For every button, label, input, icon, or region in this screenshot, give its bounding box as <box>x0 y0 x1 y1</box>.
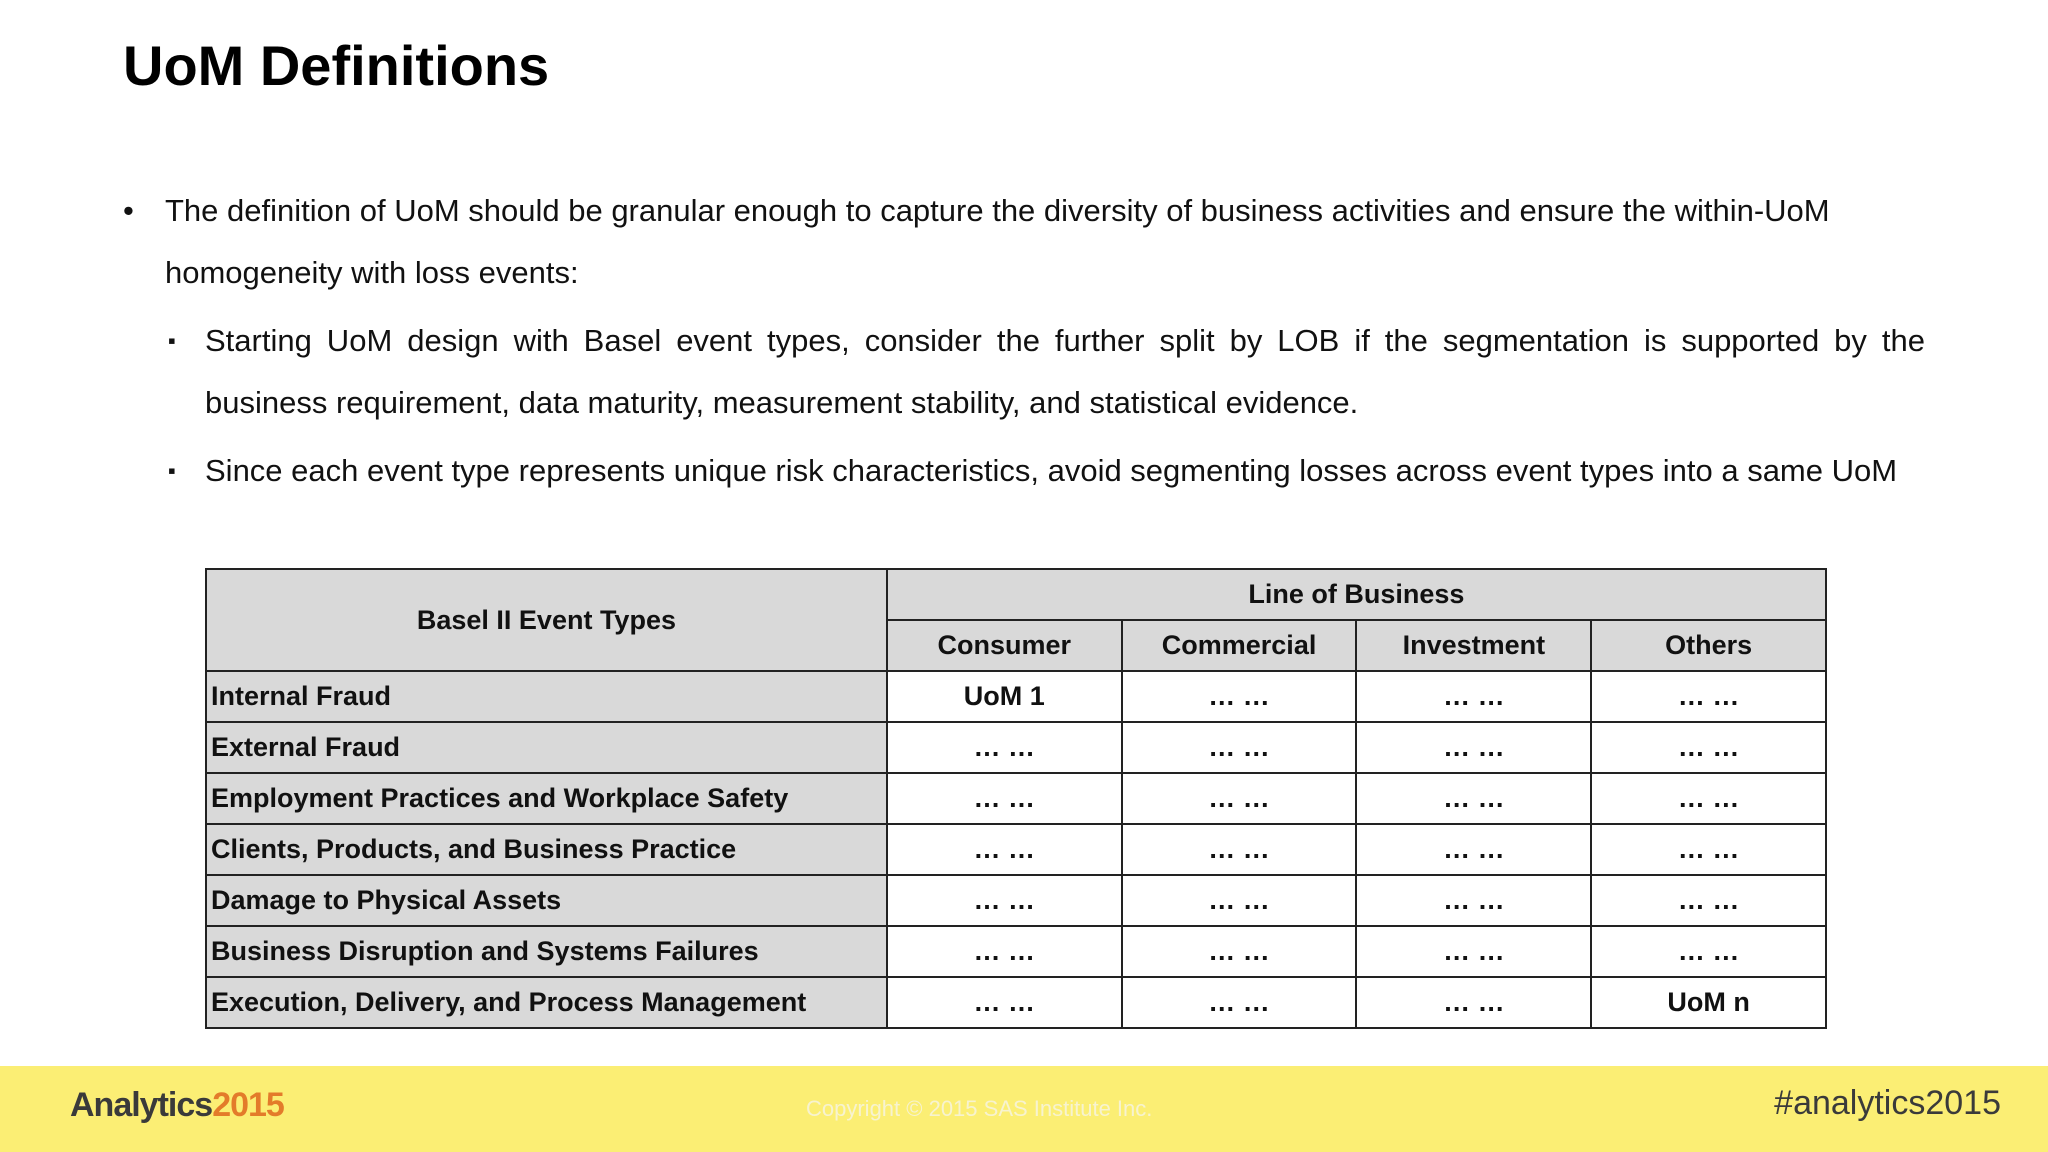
logo-word: Analytics <box>70 1086 213 1124</box>
table-row <box>206 671 1826 722</box>
bullet-sub-1-text: Starting UoM design with Basel event types, consider the further split by LOB if the segmentation is supported by the business requirement, data maturity, measurement stability, and statistical evidence. <box>205 323 1925 420</box>
table-cell: … … <box>1356 875 1591 926</box>
column-header-investment: Investment <box>1356 620 1591 671</box>
table-cell: … … <box>1122 671 1357 722</box>
table-cell: … … <box>1122 773 1357 824</box>
table-cell: … … <box>1591 671 1826 722</box>
bullet-square-icon: ▪ <box>168 458 176 483</box>
row-label: External Fraud <box>206 722 887 773</box>
analytics-logo <box>70 1086 284 1125</box>
uom-table <box>205 568 1827 1029</box>
table-cell: … … <box>1356 926 1591 977</box>
row-label: Business Disruption and Systems Failures <box>206 926 887 977</box>
bullet-sub-2-text: Since each event type represents unique risk characteristics, avoid segmenting losses across event types into a same UoM <box>205 453 1898 488</box>
bullet-dot-icon: • <box>123 193 134 228</box>
corner-header: Basel II Event Types <box>206 569 887 671</box>
row-label: Employment Practices and Workplace Safety <box>206 773 887 824</box>
hashtag: #analytics2015 <box>1774 1084 2001 1122</box>
table-header-row <box>206 569 1826 620</box>
bullet-main-text: The definition of UoM should be granular enough to capture the diversity of business activities and ensure the within-UoM homogeneity with loss events: <box>165 193 1830 290</box>
table-cell: … … <box>1122 824 1357 875</box>
table-cell: … … <box>887 977 1122 1028</box>
table-cell: … … <box>887 926 1122 977</box>
table-cell: … … <box>887 773 1122 824</box>
table-cell: UoM n <box>1591 977 1826 1028</box>
table-row <box>206 722 1826 773</box>
row-label: Execution, Delivery, and Process Management <box>206 977 887 1028</box>
table-cell: … … <box>1122 722 1357 773</box>
logo-year: 2015 <box>212 1086 284 1124</box>
table-cell: … … <box>1591 773 1826 824</box>
table-cell: … … <box>887 875 1122 926</box>
table-row <box>206 926 1826 977</box>
bullet-main <box>123 180 1925 304</box>
table-cell: UoM 1 <box>887 671 1122 722</box>
table-cell: … … <box>1356 824 1591 875</box>
table-cell: … … <box>1356 722 1591 773</box>
bullet-sub-1 <box>123 310 1925 434</box>
table-cell: … … <box>1356 671 1591 722</box>
table-cell: … … <box>1591 722 1826 773</box>
bullet-square-icon: ▪ <box>168 328 176 353</box>
table-cell: … … <box>887 722 1122 773</box>
table-cell: … … <box>887 824 1122 875</box>
copyright-text: Copyright © 2015 SAS Institute Inc. <box>806 1096 1153 1121</box>
table-row <box>206 773 1826 824</box>
table-row <box>206 875 1826 926</box>
table-cell: … … <box>1122 875 1357 926</box>
bullet-list <box>123 180 1925 502</box>
table-cell: … … <box>1591 926 1826 977</box>
row-label: Damage to Physical Assets <box>206 875 887 926</box>
table-cell: … … <box>1122 977 1357 1028</box>
column-header-consumer: Consumer <box>887 620 1122 671</box>
bullet-sub-2 <box>123 440 1925 502</box>
table-cell: … … <box>1591 824 1826 875</box>
table-cell: … … <box>1591 875 1826 926</box>
table-cell: … … <box>1356 977 1591 1028</box>
table-row <box>206 824 1826 875</box>
slide-title: UoM Definitions <box>123 34 550 97</box>
row-label: Clients, Products, and Business Practice <box>206 824 887 875</box>
table-cell: … … <box>1122 926 1357 977</box>
footer-bar <box>0 1066 2048 1152</box>
row-label: Internal Fraud <box>206 671 887 722</box>
column-header-commercial: Commercial <box>1122 620 1357 671</box>
table-row <box>206 977 1826 1028</box>
column-header-others: Others <box>1591 620 1826 671</box>
line-of-business-header: Line of Business <box>887 569 1826 620</box>
table-cell: … … <box>1356 773 1591 824</box>
